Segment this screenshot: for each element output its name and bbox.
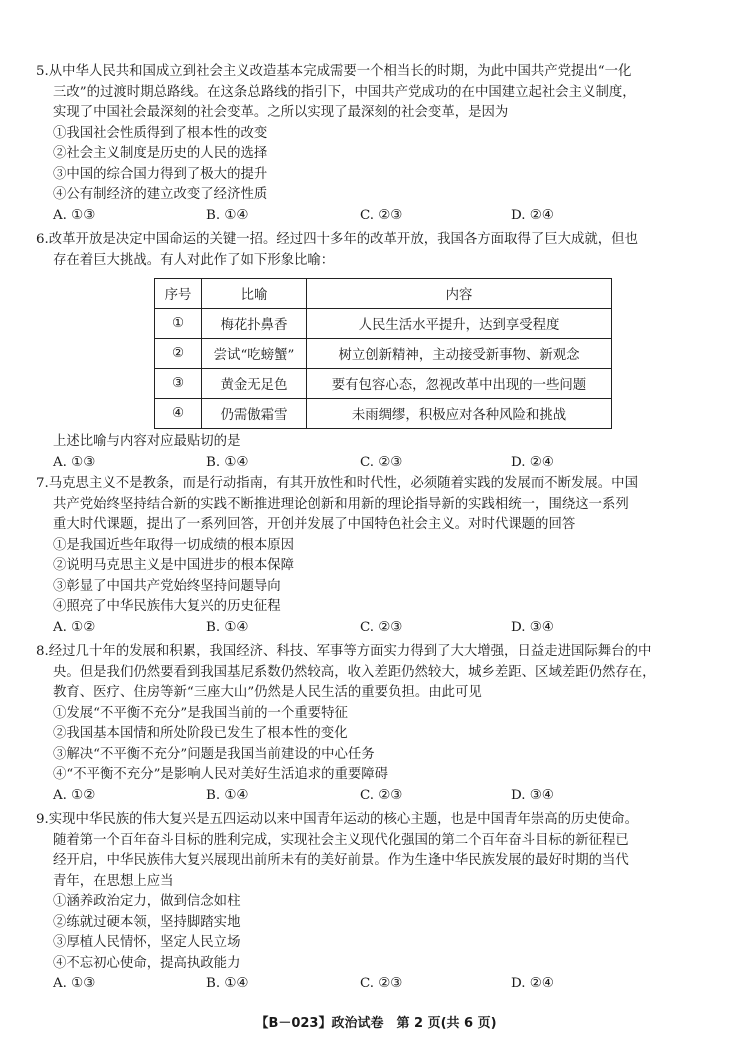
- question-stem-line: 央。但是我们仍然要看到我国基尼系数仍然较高，收入差距仍然较大，城乡差距、区域差距仍然存在，: [53, 664, 656, 680]
- question-stem-line: 5.从中华人民共和国成立到社会主义改造基本完成需要一个相当长的时期，为此中国共产党提出“一化: [36, 64, 632, 79]
- table-cell: 尝试“吃螃蟹”: [202, 339, 307, 369]
- statement-item: ②说明马克思主义是中国进步的根本保障: [53, 558, 295, 573]
- question-stem-line: 经开启，中华民族伟大复兴展现出前所未有的美好前景。作为生逢中华民族发展的最好时期的当代: [53, 853, 629, 868]
- question-stem-line: 7.马克思主义不是教条，而是行动指南，有其开放性和时代性，必须随着实践的发展而不断发展。中国: [36, 476, 638, 491]
- option-a[interactable]: A. ①②: [53, 787, 96, 803]
- option-c[interactable]: C. ②③: [360, 454, 403, 470]
- option-d[interactable]: D. ③④: [511, 619, 554, 635]
- answer-options: [36, 786, 726, 807]
- statement-item: ④照亮了中华民族伟大复兴的历史征程: [53, 599, 281, 614]
- question-stem-line: 随着第一个百年奋斗目标的胜利完成，实现社会主义现代化强国的第二个百年奋斗目标的新征程已: [53, 832, 629, 848]
- question-stem-line: 9.实现中华民族的伟大复兴是五四运动以来中国青年运动的核心主题，也是中国青年崇高的历史使命。: [36, 812, 638, 827]
- table-cell: 要有包容心态，忽视改革中出现的一些问题: [307, 369, 612, 399]
- statement-item: ③厚植人民情怀，坚定人民立场: [53, 935, 241, 950]
- table-cell: 梅花扑鼻香: [202, 309, 307, 339]
- statement-item: ④不忘初心使命，提高执政能力: [53, 955, 241, 971]
- table-row: [155, 369, 612, 399]
- question-stem-line: 共产党始终坚持结合新的实践不断推进理论创新和用新的理论指导新的实践相统一，围绕这一系列: [53, 496, 629, 512]
- option-c[interactable]: C. ②③: [360, 207, 403, 223]
- option-b[interactable]: B. ①④: [206, 976, 249, 991]
- statement-item: ②我国基本国情和所处阶段已发生了根本性的变化: [53, 726, 348, 741]
- option-d[interactable]: D. ②④: [511, 207, 554, 223]
- answer-options: [36, 618, 726, 639]
- answer-options: [36, 206, 726, 227]
- table-cell: 未雨绸缪，积极应对各种风险和挑战: [307, 399, 612, 429]
- question-5: [36, 62, 726, 226]
- table-row: [155, 399, 612, 429]
- option-d[interactable]: D. ②④: [511, 976, 554, 991]
- table-cell: ②: [155, 339, 202, 369]
- option-b[interactable]: B. ①④: [206, 454, 249, 470]
- table-cell: 人民生活水平提升，达到享受程度: [307, 309, 612, 339]
- option-c[interactable]: C. ②③: [360, 976, 403, 991]
- column-header: 比喻: [202, 279, 307, 309]
- statement-item: ①发展“不平衡不充分”是我国当前的一个重要特征: [53, 705, 348, 721]
- question-7: [36, 474, 726, 638]
- answer-options: [36, 453, 726, 474]
- table-cell: ①: [155, 309, 202, 339]
- page-footer: 【B－023】政治试卷 第 2 页(共 6 页): [255, 1016, 497, 1031]
- option-a[interactable]: A. ①③: [53, 976, 96, 991]
- table-cell: 树立创新精神，主动接受新事物、新观念: [307, 339, 612, 369]
- question-stem-line: 实现了中国社会最深刻的社会变革。之所以实现了最深刻的社会变革，是因为: [53, 105, 509, 120]
- statement-item: ①是我国近些年取得一切成绩的根本原因: [53, 537, 295, 553]
- question-stem-line: 8.经过几十年的发展和积累，我国经济、科技、军事等方面实力得到了大大增强，日益走进国际舞台的中: [36, 644, 652, 659]
- option-c[interactable]: C. ②③: [360, 619, 403, 635]
- question-stem-line: 重大时代课题，提出了一系列回答，开创并发展了中国特色社会主义。对时代课题的回答: [53, 517, 576, 532]
- statement-item: ①涵养政治定力，做到信念如柱: [53, 894, 241, 909]
- question-stem-line: 三改”的过渡时期总路线。在这条总路线的指引下，中国共产党成功的在中国建立起社会主义制度，: [53, 84, 636, 100]
- table-cell: ④: [155, 399, 202, 429]
- question-stem-line: 教育、医疗、住房等新“三座大山”仍然是人民生活的重要负担。由此可见: [53, 685, 482, 700]
- table-cell: 仍需傲霜雪: [202, 399, 307, 429]
- option-b[interactable]: B. ①④: [206, 787, 249, 803]
- option-c[interactable]: C. ②③: [360, 787, 403, 803]
- statement-item: ①我国社会性质得到了根本性的改变: [53, 125, 268, 141]
- option-d[interactable]: D. ②④: [511, 454, 554, 470]
- answer-options: [36, 974, 726, 995]
- question-9: [36, 810, 726, 995]
- option-a[interactable]: A. ①③: [53, 454, 96, 470]
- metaphor-table: [154, 278, 612, 429]
- table-header-row: [155, 279, 612, 309]
- statement-item: ③解决“不平衡不充分”问题是我国当前建设的中心任务: [53, 746, 375, 762]
- column-header: 内容: [307, 279, 612, 309]
- table-row: [155, 339, 612, 369]
- question-8: [36, 642, 726, 806]
- question-prompt: 上述比喻与内容对应最贴切的是: [53, 434, 241, 449]
- table-cell: ③: [155, 369, 202, 399]
- question-6: [36, 230, 726, 271]
- table-row: [155, 309, 612, 339]
- option-a[interactable]: A. ①③: [53, 207, 96, 223]
- option-b[interactable]: B. ①④: [206, 619, 249, 635]
- question-6-tail: [36, 432, 726, 473]
- option-d[interactable]: D. ③④: [511, 787, 554, 803]
- question-stem-line: 青年，在思想上应当: [53, 873, 174, 889]
- column-header: 序号: [155, 279, 202, 309]
- table-cell: 黄金无足色: [202, 369, 307, 399]
- statement-item: ③彰显了中国共产党始终坚持问题导向: [53, 578, 281, 594]
- option-b[interactable]: B. ①④: [206, 207, 249, 223]
- statement-item: ③中国的综合国力得到了极大的提升: [53, 166, 268, 182]
- question-stem-line: 存在着巨大挑战。有人对此作了如下形象比喻：: [53, 252, 335, 268]
- statement-item: ④公有制经济的建立改变了经济性质: [53, 187, 268, 202]
- statement-item: ②练就过硬本领，坚持脚踏实地: [53, 914, 241, 930]
- option-a[interactable]: A. ①②: [53, 619, 96, 635]
- statement-item: ④“不平衡不充分”是影响人民对美好生活追求的重要障碍: [53, 767, 389, 782]
- statement-item: ②社会主义制度是历史的人民的选择: [53, 146, 268, 161]
- question-stem-line: 6.改革开放是决定中国命运的关键一招。经过四十多年的改革开放，我国各方面取得了巨大成就，但也: [36, 232, 638, 247]
